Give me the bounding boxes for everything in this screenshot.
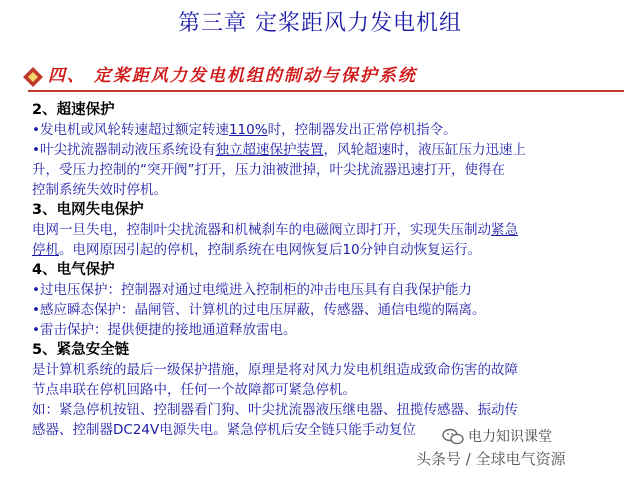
underlined-term: 停机 — [32, 242, 59, 258]
heading-safety-chain: 5、紧急安全链 — [32, 342, 130, 358]
text-span: •发电机或风轮转速超过额定转速 — [32, 122, 229, 138]
diamond-bullet-icon — [22, 66, 44, 88]
underlined-value: 110% — [228, 122, 268, 138]
electrical-line-1: •过电压保护：控制器对通过电缆进入控制柜的冲击电压具有自我保护能力 — [32, 282, 472, 298]
text-span: 。电网原因引起的停机，控制系统在电网恢复后10分钟自动恢复运行。 — [59, 242, 482, 258]
underlined-term: 独立超速保护装置 — [215, 142, 324, 158]
wechat-logo-icon — [442, 428, 464, 446]
section-subtitle: 四、 定桨距风力发电机组的制动与保护系统 — [48, 66, 417, 86]
grid-loss-line-2 — [32, 240, 622, 260]
watermark-top: 电力知识课堂 — [468, 429, 552, 445]
safety-chain-line-1: 是计算机系统的最后一级保护措施，原理是将对风力发电机组造成致命伤害的故障 — [32, 362, 518, 378]
safety-chain-line-2: 节点串联在停机回路中，任何一个故障都可紧急停机。 — [32, 382, 356, 398]
page-title: 第三章 定桨距风力发电机组 — [178, 11, 462, 36]
underlined-term: 紧急 — [491, 222, 518, 238]
text-span: ，风轮超速时，液压缸压力迅速上 — [323, 142, 526, 158]
electrical-line-2: •感应瞬态保护：晶闸管、计算机的过电压屏蔽，传感器、通信电缆的隔离。 — [32, 302, 486, 318]
subtitle-underline — [28, 90, 624, 92]
content-body — [32, 100, 622, 440]
text-span: •叶尖扰流器制动液压系统设有 — [32, 142, 216, 158]
electrical-line-3: •雷击保护：提供便捷的接地通道释放雷电。 — [32, 322, 297, 338]
heading-grid-loss: 3、电网失电保护 — [32, 202, 144, 218]
text-span: 时，控制器发出正常停机指令。 — [267, 122, 457, 138]
overspeed-line-4: 控制系统失效时停机。 — [32, 182, 167, 198]
overspeed-line-1 — [32, 120, 622, 140]
grid-loss-line-1 — [32, 220, 622, 240]
section-header — [22, 62, 622, 92]
watermark-bottom: 头条号 / 全球电气资源 — [416, 450, 566, 468]
watermark — [416, 426, 626, 470]
heading-electrical: 4、电气保护 — [32, 262, 115, 278]
heading-overspeed: 2、超速保护 — [32, 102, 115, 118]
text-span: 电网一旦失电，控制叶尖扰流器和机械刹车的电磁阀立即打开，实现失压制动 — [32, 222, 491, 238]
safety-chain-line-3: 如：紧急停机按钮、控制器看门狗、叶尖扰流器液压继电器、扭揽传感器、振动传 — [32, 402, 518, 418]
overspeed-line-2 — [32, 140, 622, 160]
overspeed-line-3: 升，受压力控制的“突开阀”打开，压力油被泄掉，叶尖扰流器迅速打开，使得在 — [32, 162, 505, 178]
safety-chain-line-4: 感器、控制器DC24V电源失电。紧急停机后安全链只能手动复位 — [32, 422, 416, 438]
